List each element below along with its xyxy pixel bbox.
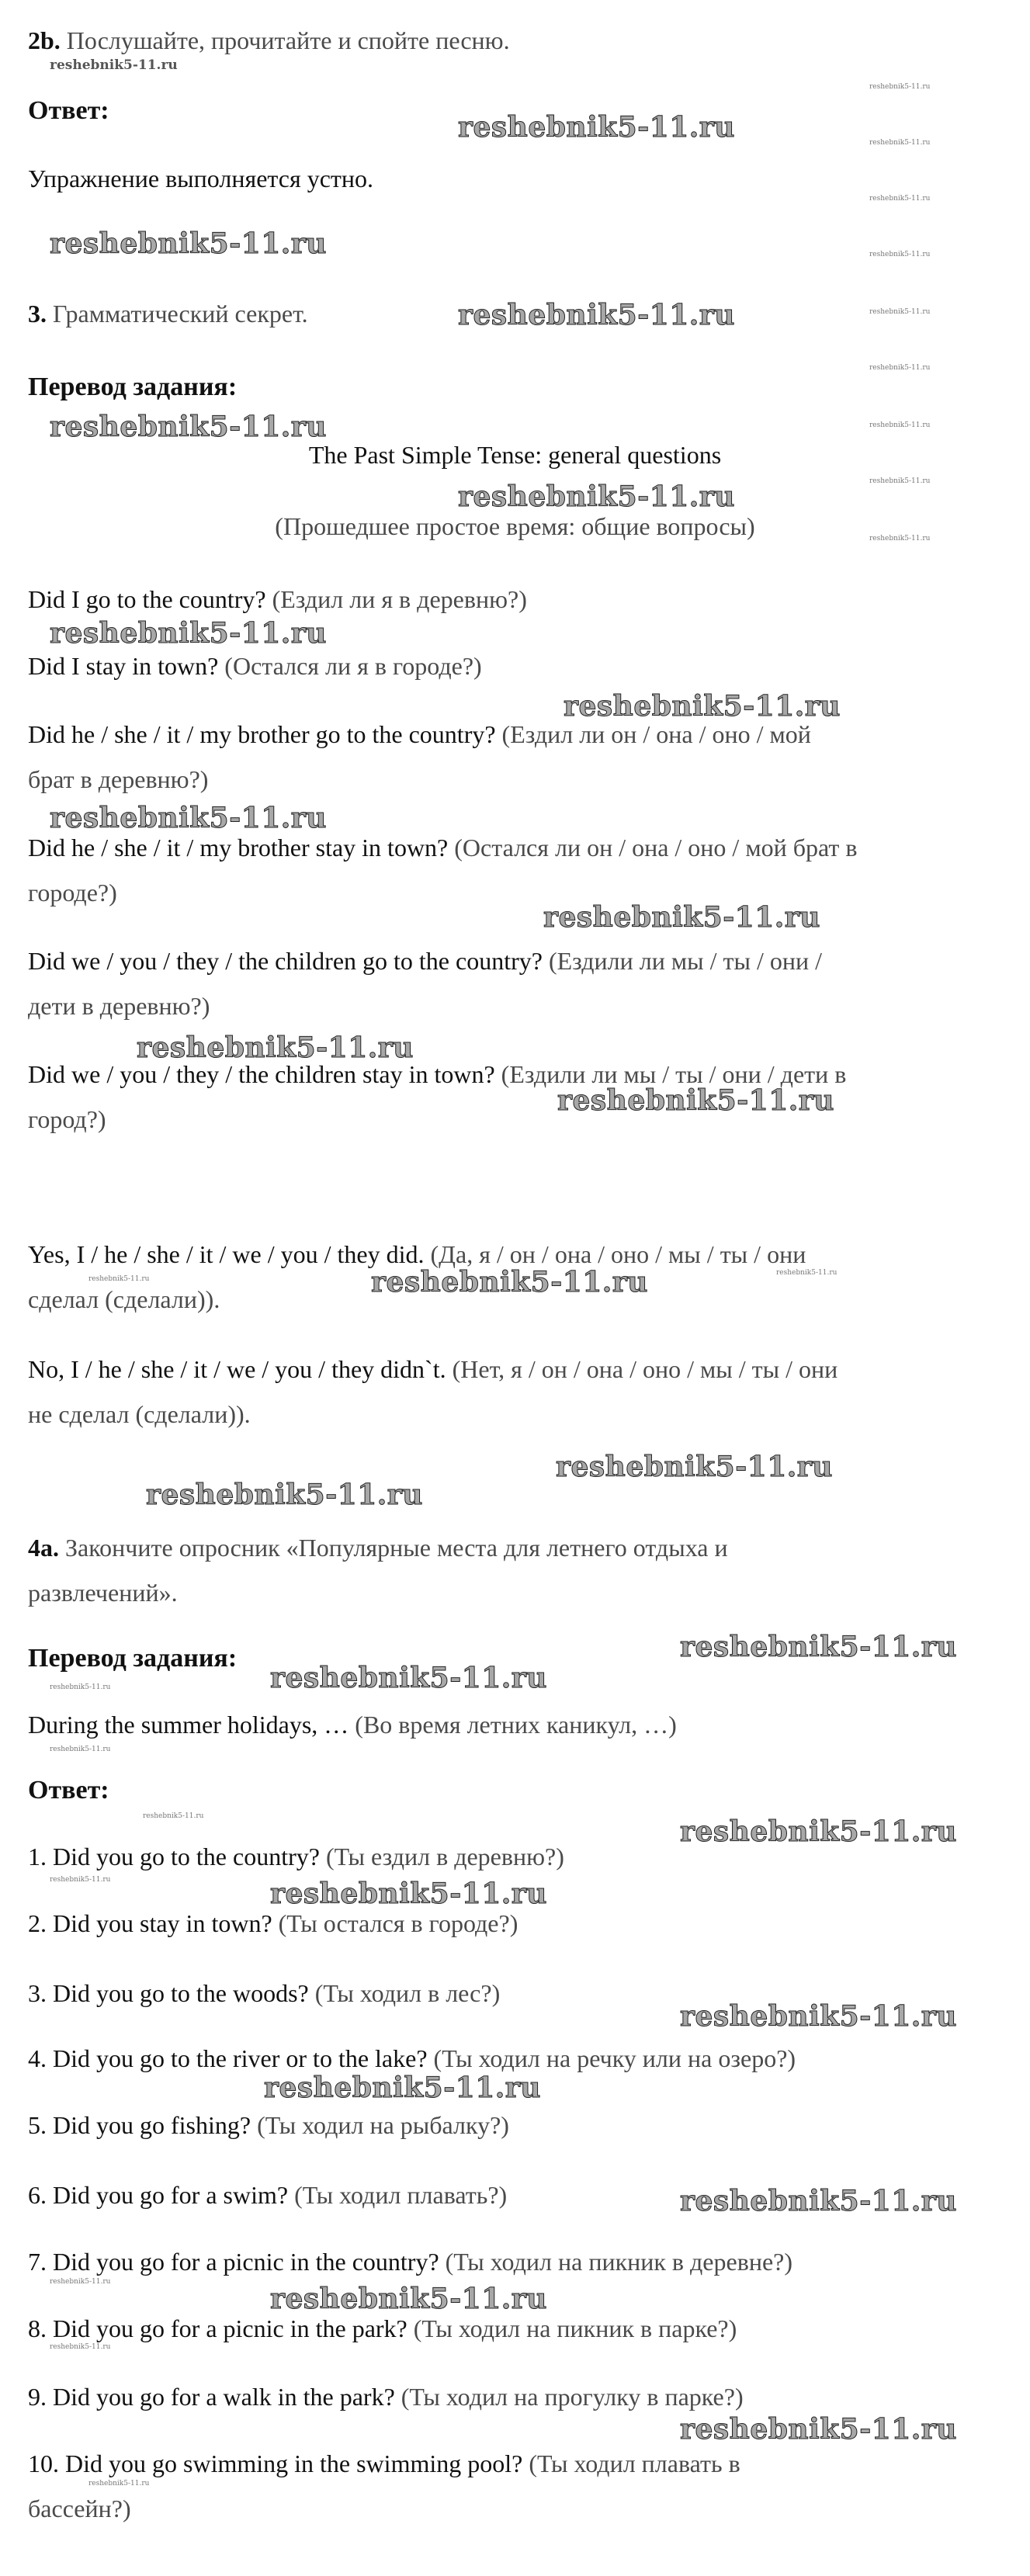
task-instruction-continued: развлечений». xyxy=(28,1579,178,1607)
english-text: Did I stay in town? xyxy=(28,652,219,680)
watermark: reshebnik5-11.ru xyxy=(564,690,841,723)
watermark: reshebnik5-11.ru xyxy=(50,617,327,650)
watermark: reshebnik5-11.ru xyxy=(543,901,820,934)
answer-line xyxy=(28,1844,564,1869)
watermark: reshebnik5-11.ru xyxy=(270,1662,547,1694)
english-text: Did we / you / they / the children stay in town? xyxy=(28,1060,495,1088)
english-text: Yes, I / he / she / it / we / you / they did. xyxy=(28,1240,425,1268)
russian-text: (Ты ходил на прогулку в парке?) xyxy=(394,2383,744,2411)
watermark: reshebnik5-11.ru xyxy=(50,802,327,834)
grammar-line xyxy=(28,1107,106,1132)
watermark: reshebnik5-11.ru xyxy=(143,1812,204,1820)
task-3-header xyxy=(28,301,308,326)
english-text: Did I go to the country? xyxy=(28,585,266,613)
english-text: Did we / you / they / the children go to the country? xyxy=(28,947,543,975)
answer-line xyxy=(28,2451,740,2476)
watermark: reshebnik5-11.ru xyxy=(50,1876,111,1884)
english-text: No, I / he / she / it / we / you / they didn`t. xyxy=(28,1355,446,1383)
watermark: reshebnik5-11.ru xyxy=(869,535,931,543)
answer-line xyxy=(28,2046,796,2071)
watermark: reshebnik5-11.ru xyxy=(50,2343,111,2351)
russian-text: (Ты ходил плавать?) xyxy=(288,2181,508,2209)
watermark: reshebnik5-11.ru xyxy=(50,1746,111,1753)
grammar-line xyxy=(28,993,210,1018)
watermark: reshebnik5-11.ru xyxy=(371,1266,648,1298)
russian-text: город?) xyxy=(28,1105,106,1133)
translation-label: Перевод задания: xyxy=(28,373,238,401)
russian-text: (Остался ли он / она / оно / мой брат в xyxy=(448,834,858,862)
english-text: 8. Did you go for a picnic in the park? xyxy=(28,2314,407,2342)
watermark: reshebnik5-11.ru xyxy=(680,2000,957,2033)
watermark: reshebnik5-11.ru xyxy=(50,1683,111,1691)
russian-text: (Ты ходил на рыбалку?) xyxy=(251,2111,509,2139)
watermark: reshebnik5-11.ru xyxy=(458,111,735,144)
answer-line xyxy=(28,2182,507,2207)
watermark: reshebnik5-11.ru xyxy=(50,411,327,443)
russian-text: бассейн?) xyxy=(28,2495,131,2522)
watermark: reshebnik5-11.ru xyxy=(680,2185,957,2217)
grammar-line xyxy=(28,1402,251,1427)
prompt-line xyxy=(28,1712,677,1737)
russian-text: сделал (сделали)). xyxy=(28,1285,220,1313)
grammar-line xyxy=(28,767,208,792)
answer-line xyxy=(28,2113,509,2137)
answer-line xyxy=(28,1911,518,1936)
watermark: reshebnik5-11.ru xyxy=(50,57,178,73)
watermark: reshebnik5-11.ru xyxy=(458,299,735,331)
grammar-line xyxy=(28,587,527,612)
english-text: Did he / she / it / my brother go to the country? xyxy=(28,720,496,748)
answer-label: Ответ: xyxy=(28,96,109,125)
grammar-line xyxy=(28,1357,838,1382)
grammar-line xyxy=(28,948,822,973)
russian-text: (Ездил ли я в деревню?) xyxy=(265,585,527,613)
rule-title-translation: (Прошедшее простое время: общие вопросы) xyxy=(275,512,755,540)
watermark: reshebnik5-11.ru xyxy=(869,195,931,203)
answer-line xyxy=(28,1981,500,2006)
russian-text: (Да, я / он / она / оно / мы / ты / они xyxy=(424,1240,806,1268)
watermark: reshebnik5-11.ru xyxy=(869,477,931,485)
watermark: reshebnik5-11.ru xyxy=(556,1451,833,1483)
watermark: reshebnik5-11.ru xyxy=(869,364,931,372)
watermark: reshebnik5-11.ru xyxy=(88,2480,150,2488)
task-instruction: Грамматический секрет. xyxy=(53,300,308,328)
grammar-line xyxy=(28,835,857,860)
russian-text: (Ты ходил в лес?) xyxy=(308,1979,501,2007)
english-text: 7. Did you go for a picnic in the country? xyxy=(28,2248,439,2276)
answer-text: Упражнение выполняется устно. xyxy=(28,165,373,192)
watermark: reshebnik5-11.ru xyxy=(88,1275,150,1283)
answer-line xyxy=(28,2384,744,2409)
watermark: reshebnik5-11.ru xyxy=(270,2283,547,2315)
task-2b-header xyxy=(28,28,510,53)
russian-text: брат в деревню?) xyxy=(28,765,209,793)
watermark: reshebnik5-11.ru xyxy=(680,1815,957,1848)
grammar-line xyxy=(28,722,811,747)
task-instruction: Послушайте, прочитайте и спойте песню. xyxy=(66,26,510,54)
grammar-line xyxy=(28,1287,220,1312)
english-text: Did he / she / it / my brother stay in town? xyxy=(28,834,449,862)
answer-line xyxy=(28,2316,737,2341)
watermark: reshebnik5-11.ru xyxy=(869,308,931,316)
watermark: reshebnik5-11.ru xyxy=(869,139,931,147)
russian-text: (Ты ходил на пикник в деревне?) xyxy=(439,2248,792,2276)
watermark: reshebnik5-11.ru xyxy=(869,251,931,258)
watermark: reshebnik5-11.ru xyxy=(680,1631,957,1663)
watermark: reshebnik5-11.ru xyxy=(776,1269,838,1277)
task-number: 2b. xyxy=(28,26,61,54)
russian-text: (Ты ездил в деревню?) xyxy=(319,1843,564,1870)
watermark: reshebnik5-11.ru xyxy=(50,227,327,260)
russian-text: (Ездили ли мы / ты / они / дети в xyxy=(494,1060,847,1088)
russian-text: (Ты ходил на пикник в парке?) xyxy=(407,2314,737,2342)
watermark: reshebnik5-11.ru xyxy=(264,2072,541,2104)
grammar-line xyxy=(28,1062,846,1087)
russian-text: (Остался ли я в городе?) xyxy=(218,652,482,680)
english-text: 9. Did you go for a walk in the park? xyxy=(28,2383,395,2411)
translation-label: Перевод задания: xyxy=(28,1644,238,1673)
russian-text: (Ты ходил плавать в xyxy=(522,2449,740,2477)
watermark: reshebnik5-11.ru xyxy=(137,1031,414,1064)
watermark: reshebnik5-11.ru xyxy=(50,2278,111,2286)
watermark: reshebnik5-11.ru xyxy=(869,421,931,429)
english-text: During the summer holidays, … xyxy=(28,1711,349,1739)
russian-text: (Ездил ли он / она / оно / мой xyxy=(495,720,811,748)
english-text: 2. Did you stay in town? xyxy=(28,1909,272,1937)
grammar-line xyxy=(28,880,117,905)
task-4a-header xyxy=(28,1535,728,1560)
grammar-line xyxy=(28,654,482,678)
english-text: 3. Did you go to the woods? xyxy=(28,1979,309,2007)
russian-text: (Ездили ли мы / ты / они / xyxy=(542,947,822,975)
rule-title: The Past Simple Tense: general questions xyxy=(308,441,722,469)
russian-text: (Ты ходил на речку или на озеро?) xyxy=(427,2044,796,2072)
grammar-line xyxy=(28,1242,806,1267)
watermark: reshebnik5-11.ru xyxy=(270,1877,547,1910)
russian-text: (Во время летних каникул, …) xyxy=(349,1711,677,1739)
english-text: 5. Did you go fishing? xyxy=(28,2111,251,2139)
english-text: 4. Did you go to the river or to the lake? xyxy=(28,2044,428,2072)
answer-line xyxy=(28,2496,131,2521)
watermark: reshebnik5-11.ru xyxy=(869,83,931,91)
russian-text: (Ты остался в городе?) xyxy=(272,1909,518,1937)
task-number: 3. xyxy=(28,300,47,328)
russian-text: дети в деревню?) xyxy=(28,992,210,1020)
russian-text: не сделал (сделали)). xyxy=(28,1400,251,1428)
watermark: reshebnik5-11.ru xyxy=(458,480,735,513)
task-instruction: Закончите опросник «Популярные места для летнего отдыха и xyxy=(65,1534,728,1562)
russian-text: городе?) xyxy=(28,879,117,907)
answer-label: Ответ: xyxy=(28,1776,109,1805)
watermark: reshebnik5-11.ru xyxy=(557,1084,834,1117)
russian-text: (Нет, я / он / она / оно / мы / ты / они xyxy=(446,1355,838,1383)
english-text: 6. Did you go for a swim? xyxy=(28,2181,289,2209)
watermark: reshebnik5-11.ru xyxy=(680,2413,957,2446)
watermark: reshebnik5-11.ru xyxy=(146,1479,423,1511)
task-number: 4a. xyxy=(28,1534,59,1562)
answer-line xyxy=(28,2249,792,2274)
english-text: 1. Did you go to the country? xyxy=(28,1843,320,1870)
english-text: 10. Did you go swimming in the swimming pool? xyxy=(28,2449,523,2477)
